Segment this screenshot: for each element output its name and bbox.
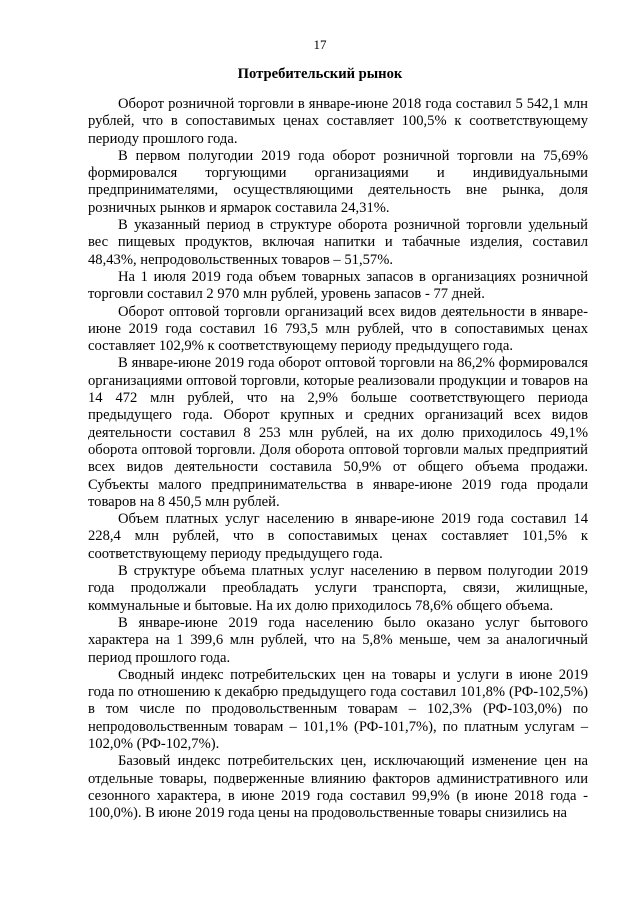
- paragraph-retail-structure: В первом полугодии 2019 года оборот розничной торговли на 75,69% формировался торгующими организациями и индивидуальными предпринимателями, осуществляющими деятельность вне рынка, доля розничных рынков и ярмарок составила 24,31%.: [88, 147, 588, 216]
- paragraph-household-services: В январе-июне 2019 года населению было оказано услуг бытового характера на 1 399,6 млн рублей, что на 5,8% меньше, чем за аналогичный период прошлого года.: [88, 614, 588, 666]
- page-number: 17: [313, 37, 327, 52]
- section-heading: Потребительский рынок: [237, 66, 403, 82]
- paragraph-food-share: В указанный период в структуре оборота розничной торговли удельный вес пищевых продуктов, включая напитки и табачные изделия, составил 48,43%, непродовольственных товаров – 51,57%.: [88, 217, 588, 268]
- paragraph-retail-turnover-2018: Оборот розничной торговли в январе-июне 2018 года составил 5 542,1 млн рублей, что в сопоставимых ценах составляет 100,5% к соответствующему периоду прошлого года.: [88, 96, 588, 147]
- paragraph-paid-services-volume: Объем платных услуг населению в январе-июне 2019 года составил 14 228,4 млн рублей, что в сопоставимых ценах составляет 101,5% к соответствующему периоду предыдущего года.: [88, 511, 588, 562]
- paragraph-consumer-price-index: Сводный индекс потребительских цен на товары и услуги в июне 2019 года по отношению к декабрю предыдущего года составил 101,8% (РФ-102,5%) в том числе по продовольственным товарам – 102,3% (РФ-103,0%) по непродовольственным товарам – 101,1% (РФ-101,7%), по платным услугам – 102,0% (РФ-102,7%).: [88, 666, 588, 752]
- paragraph-base-price-index: Базовый индекс потребительских цен, исключающий изменение цен на отдельные товары, подверженные влиянию факторов административного или сезонного характера, в июне 2019 года составил 99,9% (в июне 2018 года - 100,0%). В июне 2019 года цены на продовольственные товары снизились на: [88, 753, 588, 822]
- body-text: [88, 96, 588, 822]
- paragraph-paid-services-structure: В структуре объема платных услуг населению в первом полугодии 2019 года продолжали преобладать услуги транспорта, связи, жилищные, коммунальные и бытовые. На их долю приходилось 78,6% общего объема.: [88, 563, 588, 614]
- paragraph-wholesale-turnover: Оборот оптовой торговли организаций всех видов деятельности в январе-июне 2019 года составил 16 793,5 млн рублей, что в сопоставимых ценах составляет 102,9% к соответствующему периоду предыдущего года.: [88, 303, 588, 355]
- paragraph-wholesale-structure: В январе-июне 2019 года оборот оптовой торговли на 86,2% формировался организациями оптовой торговли, которые реализовали продукции и товаров на 14 472 млн рублей, что на 2,9% больше соответствующего периода предыдущего года. Оборот крупных и средних организаций всех видов деятельности составил 8 253 млн рублей, на их долю приходилось 49,1% оборота оптовой торговли. Доля оборота оптовой торговли малых предприятий всех видов деятельности составила 50,9% от общего объема продажи. Субъекты малого предпринимательства в январе-июне 2019 года продали товаров на 8 450,5 млн рублей.: [88, 355, 588, 510]
- paragraph-inventory: На 1 июля 2019 года объем товарных запасов в организациях розничной торговли составил 2 970 млн рублей, уровень запасов - 77 дней.: [88, 268, 588, 303]
